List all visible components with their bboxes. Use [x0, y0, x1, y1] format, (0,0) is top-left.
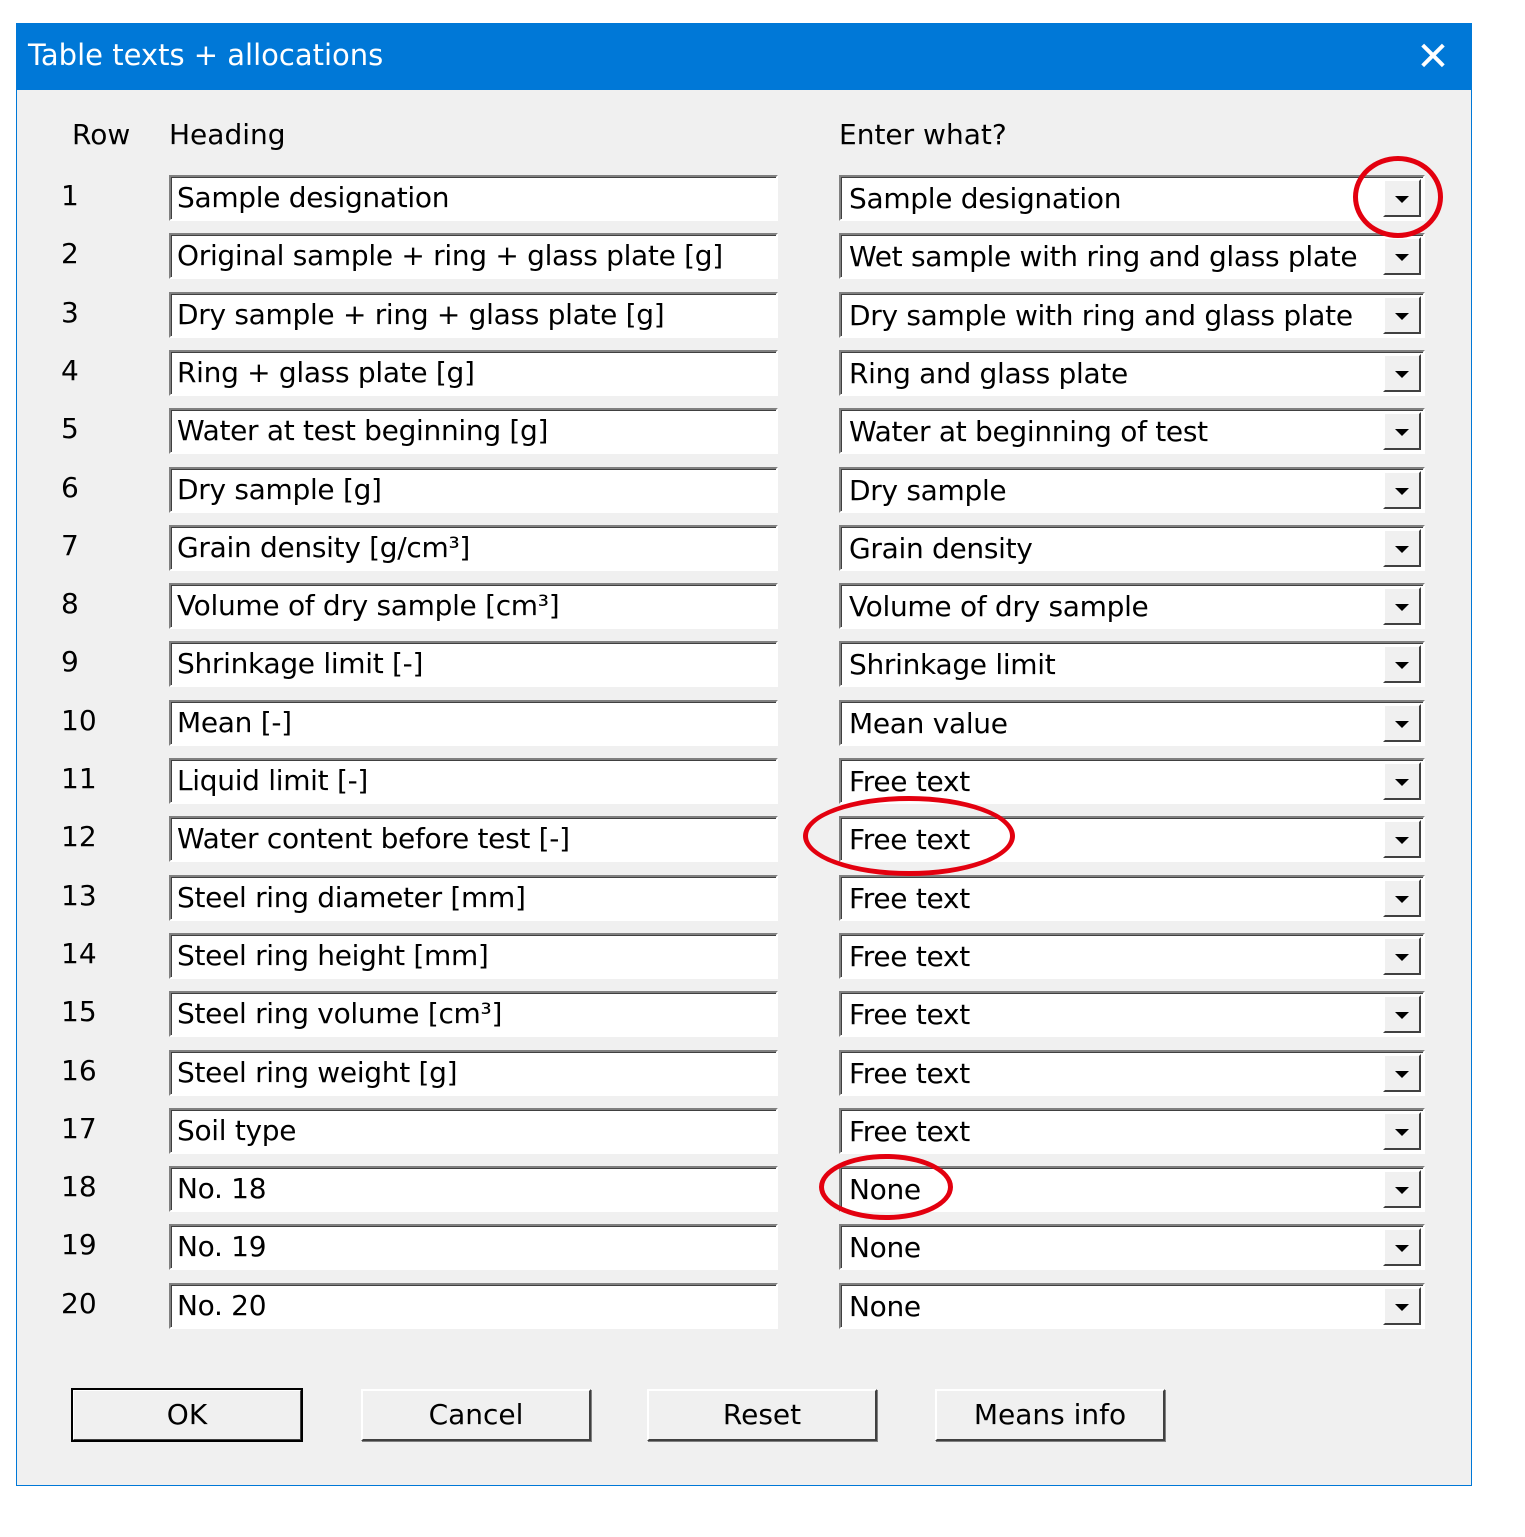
chevron-down-icon [1395, 488, 1409, 495]
chevron-down-icon [1395, 779, 1409, 786]
allocation-value: Dry sample [849, 474, 1007, 507]
heading-input[interactable]: Liquid limit [-] [169, 758, 778, 804]
allocation-value: Sample designation [849, 182, 1122, 215]
allocation-value: Free text [849, 998, 970, 1031]
dropdown-button[interactable] [1383, 354, 1421, 392]
row-number: 15 [61, 995, 97, 1028]
chevron-down-icon [1395, 1245, 1409, 1252]
row-number: 2 [61, 237, 79, 270]
chevron-down-icon [1395, 1304, 1409, 1311]
chevron-down-icon [1395, 1129, 1409, 1136]
allocation-dropdown[interactable] [839, 1166, 1425, 1212]
dropdown-button[interactable] [1383, 1170, 1421, 1208]
dialog-window [16, 23, 1472, 1486]
row-number: 4 [61, 354, 79, 387]
chevron-down-icon [1395, 837, 1409, 844]
heading-input[interactable]: No. 19 [169, 1224, 778, 1270]
chevron-down-icon [1395, 1071, 1409, 1078]
dropdown-button[interactable] [1383, 412, 1421, 450]
heading-input[interactable]: Grain density [g/cm³] [169, 525, 778, 571]
allocation-value: Water at beginning of test [849, 415, 1208, 448]
ok-button[interactable]: OK [72, 1389, 302, 1441]
heading-input[interactable]: Shrinkage limit [-] [169, 641, 778, 687]
heading-input[interactable]: Steel ring volume [cm³] [169, 991, 778, 1037]
chevron-down-icon [1395, 429, 1409, 436]
allocation-value: Shrinkage limit [849, 648, 1056, 681]
allocation-value: Mean value [849, 707, 1008, 740]
cancel-button[interactable]: Cancel [361, 1389, 591, 1441]
chevron-down-icon [1395, 371, 1409, 378]
row-number: 20 [61, 1287, 97, 1320]
allocation-dropdown[interactable] [839, 525, 1425, 571]
allocation-value: Free text [849, 823, 970, 856]
allocation-dropdown[interactable] [839, 1108, 1425, 1154]
heading-input[interactable]: Sample designation [169, 175, 778, 221]
heading-input[interactable]: Steel ring weight [g] [169, 1050, 778, 1096]
dropdown-button[interactable] [1383, 529, 1421, 567]
dropdown-button[interactable] [1383, 879, 1421, 917]
heading-input[interactable]: Dry sample [g] [169, 467, 778, 513]
dropdown-button[interactable] [1383, 237, 1421, 275]
heading-input[interactable]: Steel ring height [mm] [169, 933, 778, 979]
chevron-down-icon [1395, 313, 1409, 320]
dropdown-button[interactable] [1383, 704, 1421, 742]
row-number: 13 [61, 879, 97, 912]
allocation-value: Ring and glass plate [849, 357, 1128, 390]
allocation-value: Free text [849, 940, 970, 973]
dropdown-button[interactable] [1383, 179, 1421, 217]
reset-button[interactable]: Reset [647, 1389, 877, 1441]
allocation-dropdown[interactable] [839, 233, 1425, 279]
allocation-dropdown[interactable] [839, 1224, 1425, 1270]
dropdown-button[interactable] [1383, 471, 1421, 509]
close-icon[interactable]: ✕ [1416, 34, 1450, 80]
allocation-dropdown[interactable] [839, 816, 1425, 862]
heading-input[interactable]: Ring + glass plate [g] [169, 350, 778, 396]
allocation-value: None [849, 1173, 921, 1206]
means-info-button[interactable]: Means info [935, 1389, 1165, 1441]
row-number: 12 [61, 820, 97, 853]
dropdown-button[interactable] [1383, 820, 1421, 858]
allocation-dropdown[interactable] [839, 292, 1425, 338]
chevron-down-icon [1395, 196, 1409, 203]
chevron-down-icon [1395, 896, 1409, 903]
dropdown-button[interactable] [1383, 762, 1421, 800]
allocation-dropdown[interactable] [839, 700, 1425, 746]
heading-input[interactable]: Original sample + ring + glass plate [g] [169, 233, 778, 279]
allocation-dropdown[interactable] [839, 1283, 1425, 1329]
chevron-down-icon [1395, 546, 1409, 553]
chevron-down-icon [1395, 254, 1409, 261]
allocation-dropdown[interactable] [839, 641, 1425, 687]
row-number: 16 [61, 1054, 97, 1087]
allocation-value: None [849, 1231, 921, 1264]
row-number: 19 [61, 1228, 97, 1261]
heading-input[interactable]: Mean [-] [169, 700, 778, 746]
chevron-down-icon [1395, 1012, 1409, 1019]
allocation-dropdown[interactable] [839, 467, 1425, 513]
window-title: Table texts + allocations [28, 38, 384, 72]
dropdown-button[interactable] [1383, 995, 1421, 1033]
dropdown-button[interactable] [1383, 1054, 1421, 1092]
heading-input[interactable]: No. 18 [169, 1166, 778, 1212]
dropdown-button[interactable] [1383, 937, 1421, 975]
allocation-dropdown[interactable] [839, 933, 1425, 979]
dropdown-button[interactable] [1383, 645, 1421, 683]
row-number: 1 [61, 179, 79, 212]
chevron-down-icon [1395, 604, 1409, 611]
dropdown-button[interactable] [1383, 587, 1421, 625]
column-header-heading: Heading [169, 118, 286, 151]
allocation-value: Free text [849, 765, 970, 798]
allocation-value: Free text [849, 1115, 970, 1148]
row-number: 8 [61, 587, 79, 620]
chevron-down-icon [1395, 662, 1409, 669]
allocation-value: Dry sample with ring and glass plate [849, 299, 1353, 332]
allocation-value: Free text [849, 882, 970, 915]
dropdown-button[interactable] [1383, 1112, 1421, 1150]
dropdown-button[interactable] [1383, 1287, 1421, 1325]
heading-input[interactable]: Volume of dry sample [cm³] [169, 583, 778, 629]
row-number: 9 [61, 645, 79, 678]
allocation-dropdown[interactable] [839, 583, 1425, 629]
row-number: 18 [61, 1170, 97, 1203]
heading-input[interactable]: Water content before test [-] [169, 816, 778, 862]
allocation-value: None [849, 1290, 921, 1323]
row-number: 7 [61, 529, 79, 562]
allocation-dropdown[interactable] [839, 350, 1425, 396]
heading-input[interactable]: Dry sample + ring + glass plate [g] [169, 292, 778, 338]
heading-input[interactable]: Steel ring diameter [mm] [169, 875, 778, 921]
allocation-dropdown[interactable] [839, 875, 1425, 921]
allocation-dropdown[interactable] [839, 991, 1425, 1037]
column-header-enter-what: Enter what? [839, 118, 1007, 151]
row-number: 5 [61, 412, 79, 445]
allocation-dropdown[interactable] [839, 758, 1425, 804]
allocation-dropdown[interactable] [839, 1050, 1425, 1096]
allocation-dropdown[interactable] [839, 175, 1425, 221]
chevron-down-icon [1395, 721, 1409, 728]
row-number: 3 [61, 296, 79, 329]
heading-input[interactable]: Soil type [169, 1108, 778, 1154]
dropdown-button[interactable] [1383, 1228, 1421, 1266]
row-number: 6 [61, 471, 79, 504]
allocation-dropdown[interactable] [839, 408, 1425, 454]
dropdown-button[interactable] [1383, 296, 1421, 334]
column-header-row: Row [72, 118, 131, 151]
allocation-value: Wet sample with ring and glass plate [849, 240, 1358, 273]
row-number: 17 [61, 1112, 97, 1145]
allocation-value: Free text [849, 1057, 970, 1090]
row-number: 11 [61, 762, 97, 795]
title-bar [17, 24, 1471, 90]
heading-input[interactable]: Water at test beginning [g] [169, 408, 778, 454]
row-number: 10 [61, 704, 97, 737]
heading-input[interactable]: No. 20 [169, 1283, 778, 1329]
chevron-down-icon [1395, 954, 1409, 961]
allocation-value: Grain density [849, 532, 1033, 565]
chevron-down-icon [1395, 1187, 1409, 1194]
allocation-value: Volume of dry sample [849, 590, 1149, 623]
row-number: 14 [61, 937, 97, 970]
